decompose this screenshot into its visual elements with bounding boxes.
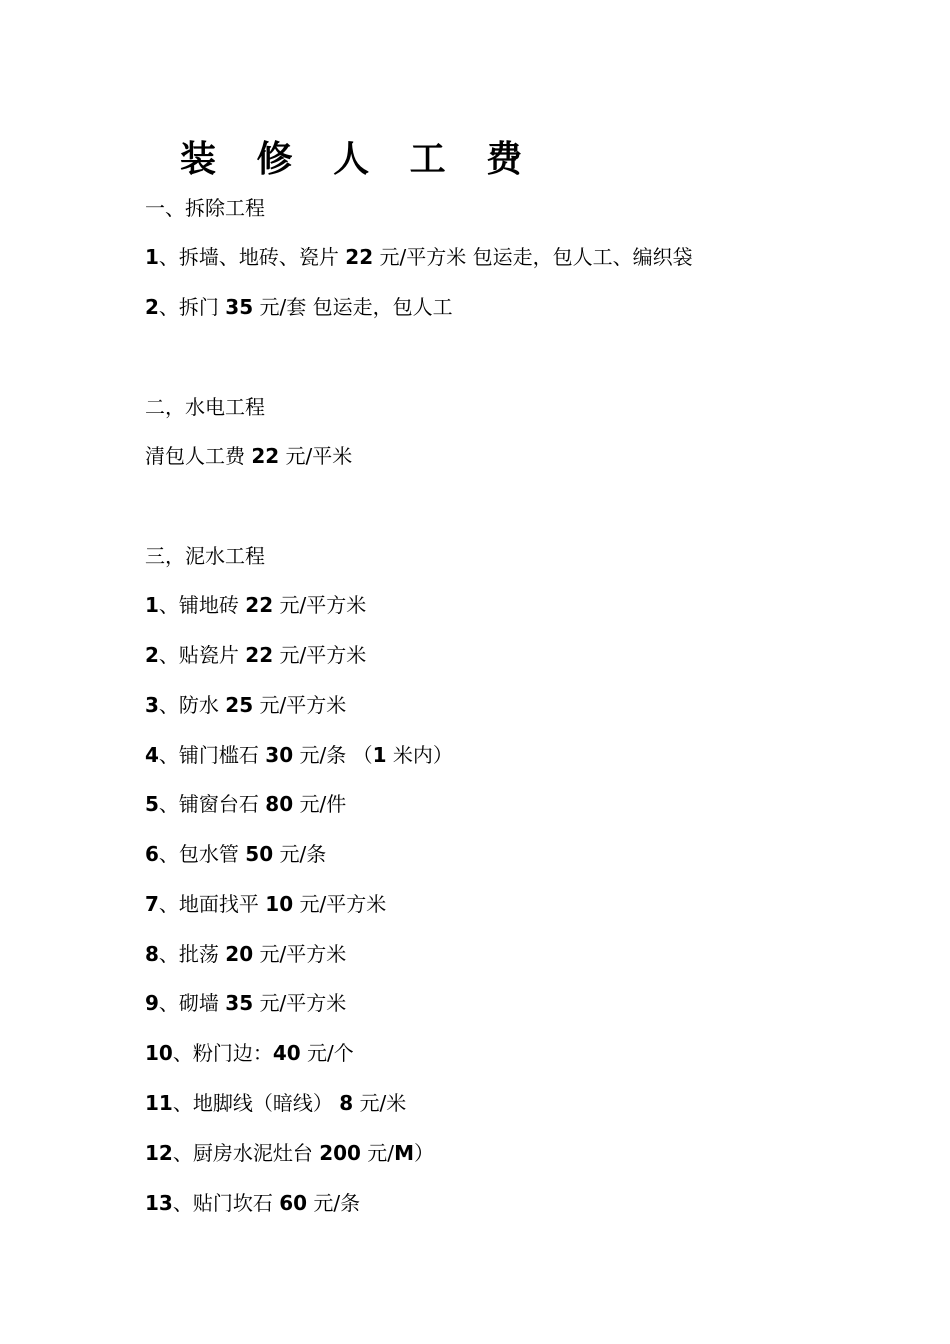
- list-item: [145, 691, 346, 719]
- item-price: 50: [245, 842, 274, 866]
- item-unit: 元/条 （: [293, 743, 373, 767]
- item-number: 13: [145, 1191, 173, 1215]
- list-item: [145, 741, 453, 769]
- item-unit: 元/: [360, 1141, 395, 1165]
- item-text: 、拆门: [158, 295, 226, 319]
- section-heading-masonry: 三，泥水工程: [145, 544, 265, 568]
- item-unit: 元/平方米: [253, 693, 347, 717]
- item-price: 25: [225, 693, 254, 717]
- section-heading-plumbing-electric: 二，水电工程: [145, 395, 265, 419]
- item-number: 9: [145, 991, 159, 1015]
- item-text: 、厨房水泥灶台: [172, 1141, 320, 1165]
- item-price: 60: [279, 1191, 308, 1215]
- list-item: [145, 989, 346, 1017]
- item-number: 3: [145, 693, 159, 717]
- item-number: 10: [145, 1041, 173, 1065]
- item-text: 、铺地砖: [158, 593, 246, 617]
- list-item: [145, 840, 326, 868]
- item-price: 10: [265, 892, 294, 916]
- item-number: 6: [145, 842, 159, 866]
- item-unit: 元/米: [353, 1091, 407, 1115]
- item-number: 1: [145, 245, 159, 269]
- item-number: 2: [145, 295, 159, 319]
- document-title: 装 修 人 工 费: [180, 139, 537, 180]
- list-item: [145, 293, 453, 321]
- item-text: 清包人工费: [145, 444, 252, 468]
- item-text: 、铺门槛石: [158, 743, 266, 767]
- item-number: 5: [145, 792, 159, 816]
- item-unit: 元/平方米 包运走，包人工、编织袋: [373, 245, 693, 269]
- item-extra-text: ）: [413, 1141, 434, 1165]
- item-extra-number: 1: [372, 743, 387, 767]
- item-text: 、批荡: [158, 942, 226, 966]
- item-text: 、拆墙、地砖、瓷片: [158, 245, 346, 269]
- item-price: 20: [225, 942, 254, 966]
- list-item: [145, 1039, 354, 1067]
- item-text: 、地脚线（暗线）: [172, 1091, 340, 1115]
- item-price: 35: [225, 295, 254, 319]
- item-price: 22: [245, 593, 274, 617]
- list-item: [145, 243, 693, 271]
- item-unit: 元/件: [293, 792, 347, 816]
- item-price: 80: [265, 792, 294, 816]
- item-price: 40: [272, 1041, 301, 1065]
- item-number: 8: [145, 942, 159, 966]
- item-unit: 元/套 包运走，包人工: [253, 295, 453, 319]
- item-price: 200: [319, 1141, 361, 1165]
- item-number: 12: [145, 1141, 173, 1165]
- item-unit: 元/平方米: [253, 991, 347, 1015]
- list-item: [145, 1089, 406, 1117]
- item-number: 11: [145, 1091, 173, 1115]
- item-unit: 元/个: [300, 1041, 354, 1065]
- item-unit: 元/平米: [279, 444, 353, 468]
- list-item: [145, 890, 386, 918]
- item-extra-text: 米内）: [386, 743, 453, 767]
- item-price: 30: [265, 743, 294, 767]
- item-number: 4: [145, 743, 159, 767]
- item-extra-number: M: [394, 1141, 414, 1165]
- item-price: 8: [339, 1091, 354, 1115]
- item-text: 、贴门坎石: [172, 1191, 280, 1215]
- item-text: 、粉门边：: [172, 1041, 273, 1065]
- item-number: 1: [145, 593, 159, 617]
- item-price: 35: [225, 991, 254, 1015]
- list-item: [145, 940, 346, 968]
- item-unit: 元/条: [273, 842, 327, 866]
- item-unit: 元/条: [307, 1191, 361, 1215]
- list-item: [145, 591, 366, 619]
- list-item: [145, 790, 346, 818]
- item-text: 、防水: [158, 693, 226, 717]
- section-heading-demolition: 一、拆除工程: [145, 196, 265, 220]
- item-text: 、地面找平: [158, 892, 266, 916]
- list-item: [145, 442, 352, 470]
- list-item: [145, 1139, 434, 1167]
- item-price: 22: [245, 643, 274, 667]
- item-number: 7: [145, 892, 159, 916]
- item-unit: 元/平方米: [293, 892, 387, 916]
- item-price: 22: [251, 444, 280, 468]
- item-text: 、铺窗台石: [158, 792, 266, 816]
- item-text: 、砌墙: [158, 991, 226, 1015]
- item-text: 、贴瓷片: [158, 643, 246, 667]
- item-number: 2: [145, 643, 159, 667]
- item-unit: 元/平方米: [273, 643, 367, 667]
- item-unit: 元/平方米: [253, 942, 347, 966]
- item-price: 22: [345, 245, 374, 269]
- item-unit: 元/平方米: [273, 593, 367, 617]
- list-item: [145, 641, 366, 669]
- item-text: 、包水管: [158, 842, 246, 866]
- list-item: [145, 1189, 360, 1217]
